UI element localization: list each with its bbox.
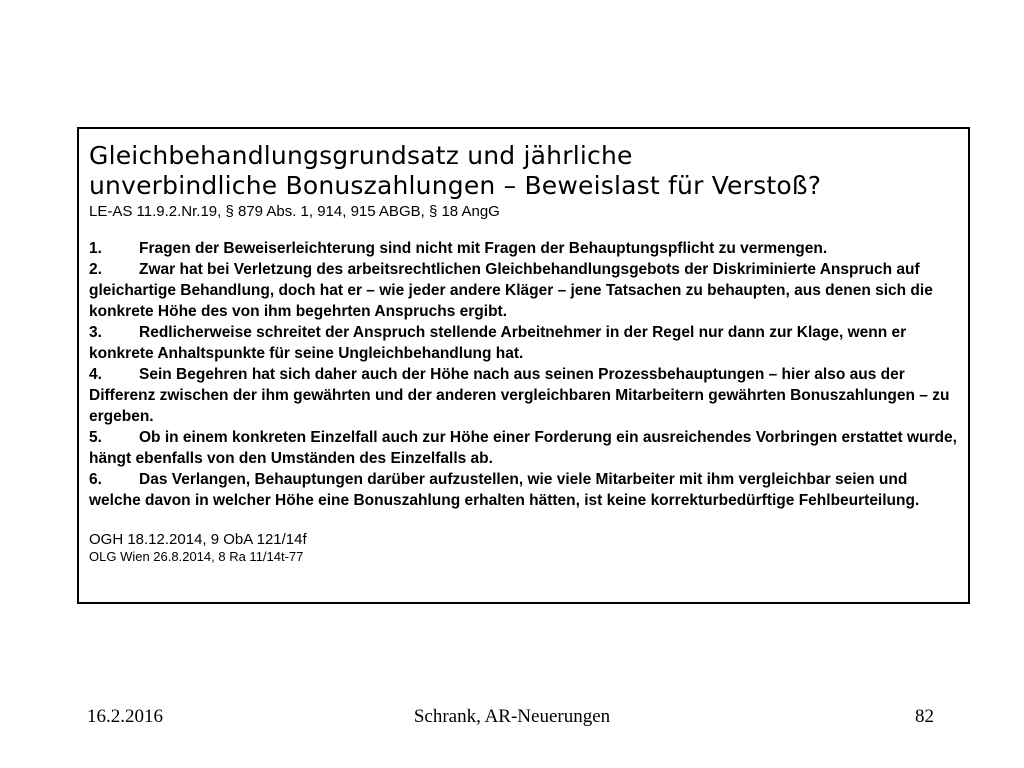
point-text: Sein Begehren hat sich daher auch der Höhe nach aus seinen Prozessbehauptungen – hier also aus der Differenz zwischen der ihm gewährten und der anderen vergleichbaren Mitarbeitern gewährten Bonuszahlungen – zu ergeben.	[89, 366, 950, 425]
point-item	[89, 427, 958, 469]
point-number: 5.	[89, 429, 102, 446]
point-item	[89, 322, 958, 364]
point-item	[89, 364, 958, 427]
point-text: Ob in einem konkreten Einzelfall auch zur Höhe einer Forderung ein ausreichendes Vorbringen erstattet wurde, hängt ebenfalls von den Umständen des Einzelfalls ab.	[89, 429, 957, 467]
content-box	[77, 127, 970, 604]
footer-date: 16.2.2016	[87, 706, 163, 727]
point-text: Fragen der Beweiserleichterung sind nicht mit Fragen der Behauptungspflicht zu vermengen.	[139, 240, 828, 257]
slide-title	[89, 141, 958, 201]
point-item	[89, 259, 958, 322]
point-text: Redlicherweise schreitet der Anspruch stellende Arbeitnehmer in der Regel nur dann zur Klage, wenn er konkrete Anhaltspunkte für seine Ungleichbehandlung hat.	[89, 324, 907, 362]
point-item	[89, 469, 958, 511]
point-number: 4.	[89, 366, 102, 383]
point-number: 6.	[89, 471, 102, 488]
page-number: 82	[915, 706, 934, 727]
court-reference-olg: OLG Wien 26.8.2014, 8 Ra 11/14t-77	[89, 549, 304, 564]
slide-footer	[0, 706, 1024, 736]
point-text: Zwar hat bei Verletzung des arbeitsrechtlichen Gleichbehandlungsgebots der Diskriminierte Anspruch auf gleichartige Behandlung, doch hat er – wie jeder andere Kläger – jene Tatsachen zu behaupten, aus denen sich die konkrete Höhe des von ihm begehrten Anspruchs ergibt.	[89, 261, 933, 320]
footer-author: Schrank, AR-Neuerungen	[413, 706, 611, 727]
point-text: Das Verlangen, Behauptungen darüber aufzustellen, wie viele Mitarbeiter mit ihm vergleichbar seien und welche davon in welcher Höhe eine Bonuszahlung erhalten hätten, ist keine korrekturbedürftige Fehlbeurteilung.	[89, 471, 920, 509]
title-line-2: unverbindliche Bonuszahlungen – Beweislast für Verstoß?	[89, 171, 822, 200]
title-line-1: Gleichbehandlungsgrundsatz und jährliche	[89, 141, 633, 170]
point-number: 2.	[89, 261, 102, 278]
point-list	[89, 238, 958, 511]
legal-reference: LE-AS 11.9.2.Nr.19, § 879 Abs. 1, 914, 915 ABGB, § 18 AngG	[89, 203, 500, 220]
court-reference-ogh: OGH 18.12.2014, 9 ObA 121/14f	[89, 531, 307, 548]
point-number: 3.	[89, 324, 102, 341]
point-number: 1.	[89, 240, 102, 257]
point-item	[89, 238, 958, 259]
